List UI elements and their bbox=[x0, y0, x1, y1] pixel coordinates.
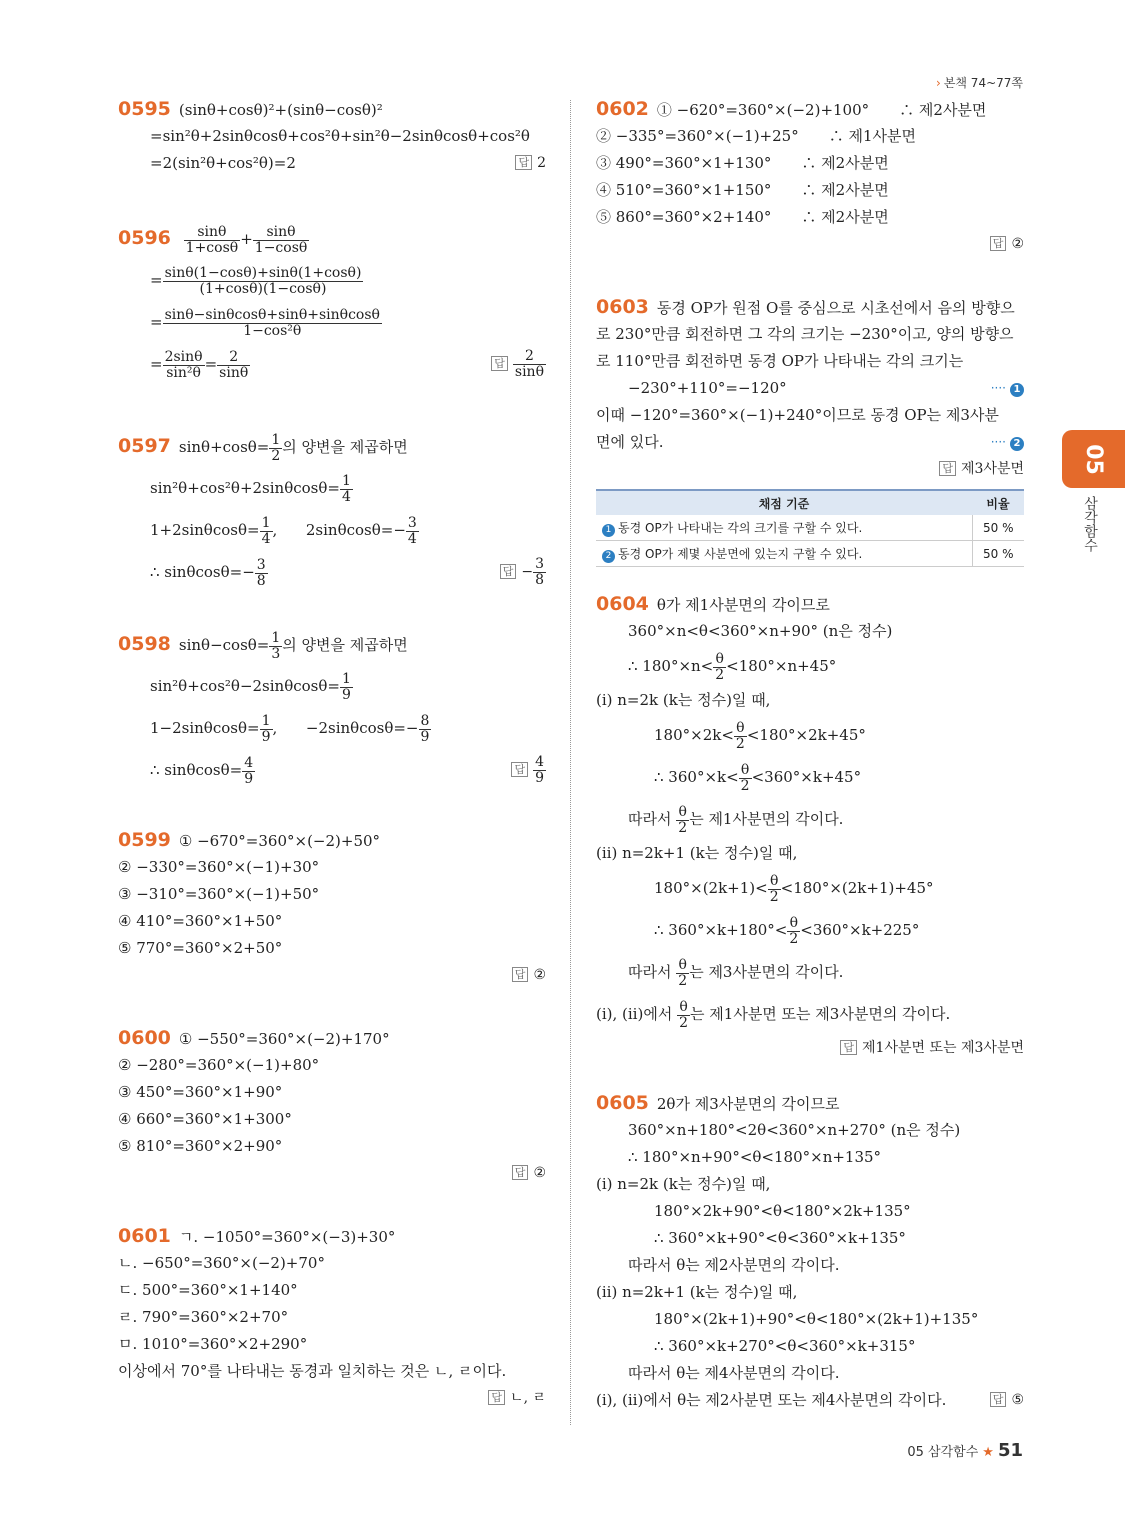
problem-0602: 0602 ① −620°=360°×(−2)+100° ∴ 제2사분면 ② −335°=360°×(−1)+25° ∴ 제1사분면 ③ 490°=360°×1+130° ∴ 제2사분면 ④ 510°=360°×1+150° ∴ 제2사분면 ⑤ 860°=360°×2+140° ∴ 제2사분면 답 ② bbox=[596, 98, 1024, 252]
problem-0601: 0601 ㄱ. −1050°=360°×(−3)+30° ㄴ. −650°=360°×(−2)+70° ㄷ. 500°=360°×1+140° ㄹ. 790°=360°×2+70° ㅁ. 1010°=360°×2+290° 이상에서 70°를 나타내는 동경과 일치하는 것은 ㄴ, ㄹ이다. 답 ㄴ, ㄹ bbox=[118, 1225, 546, 1406]
chapter-side-label: 삼각함수 bbox=[1082, 496, 1098, 552]
left-column bbox=[118, 96, 546, 1412]
right-column bbox=[596, 96, 1024, 1414]
chapter-tab: 05 bbox=[1062, 430, 1125, 488]
step-marker-1: ···· 1 bbox=[991, 375, 1024, 402]
problem-0597: 0597 sinθ+cosθ= $\frac{1}{2}$ 의 양변을 제곱하면 sin²θ+cos²θ+2sinθcosθ= $\frac{1}{4}$ 1+2sinθcosθ= $\frac{1}{4}$ , 2sinθcosθ=− $\frac{3}{4}$ ∴ sinθcosθ=− $\frac{3}{8}$ 답 − $\frac{3}{8}$ bbox=[118, 431, 544, 589]
problem-0596: 0596 $\frac{\sin\theta}{1+\cos\theta}$ + $\frac{\sin\theta}{1-\cos\theta}$ = $\frac{\sin\theta(1-\cos\theta)+\sin\theta(1+\cos\theta)}{(1+\cos\theta)(1-\cos\theta)}$ = $\frac{\sin\theta-\sin\theta\cos\theta+\sin\theta+\sin\theta\cos\theta}{\text{1−cos²θ}}$ = $\frac{2\sin\theta}{\text{sin²θ}}$ = $\frac{2}{\sin\theta}$ 답 $\frac{2}{\sin\theta}$ bbox=[118, 223, 544, 381]
problem-0595: 0595 (sinθ+cosθ)²+(sinθ−cosθ)² =sin²θ+2sinθcosθ+cos²θ+sin²θ−2sinθcosθ+cos²θ =2(sin²θ+cos²θ)=2 답 2 bbox=[118, 98, 546, 172]
column-divider bbox=[570, 100, 571, 1425]
problem-0603: 0603 동경 OP가 원점 O를 중심으로 시초선에서 음의 방향으 로 230°만큼 회전하면 그 각의 크기는 −230°이고, 양의 방향으 로 110°만큼 회전하면 동경 OP가 나타내는 각의 크기는 −230°+110°=−120° ···· 1 이때 −120°=360°×(−1)+240°이므로 동경 OP는 제3사분 면에 있다. ···· 2 답 제3사분면 채점 기준 비율 1 동경 OP가 나타내는 각의 크기를 구할 수 있다. 50 % 2 동경 OP가 제몇 사분면에 있는지 구할 수 있다. 50 % bbox=[596, 294, 1024, 567]
step-marker-2: ···· 2 bbox=[991, 429, 1024, 456]
textbook-reference: › 본책 74~77쪽 bbox=[936, 76, 1023, 90]
problem-0599: 0599 ① −670°=360°×(−2)+50° ② −330°=360°×(−1)+30° ③ −310°=360°×(−1)+50° ④ 410°=360°×1+50° ⑤ 770°=360°×2+50° 답 ② bbox=[118, 829, 546, 983]
problem-0605: 0605 2θ가 제3사분면의 각이므로 360°×n+180°<2θ<360°×n+270° (n은 정수) ∴ 180°×n+90°<θ<180°×n+135° (ⅰ) n=2k (k는 정수)일 때, 180°×2k+90°<θ<180°×2k+135° ∴ 360°×k+90°<θ<360°×k+135° 따라서 θ는 제2사분면의 각이다. (ⅱ) n=2k+1 (k는 정수)일 때, 180°×(2k+1)+90°<θ<180°×(2k+1)+135° ∴ 360°×k+270°<θ<360°×k+315° 따라서 θ는 제4사분면의 각이다. (ⅰ), (ⅱ)에서 θ는 제2사분면 또는 제4사분면의 각이다. 답 ⑤ bbox=[596, 1092, 1024, 1409]
arrow-icon: › bbox=[936, 76, 941, 90]
problem-0598: 0598 sinθ−cosθ= $\frac{1}{3}$ 의 양변을 제곱하면 sin²θ+cos²θ−2sinθcosθ= $\frac{1}{9}$ 1−2sinθcosθ= $\frac{1}{9}$ , −2sinθcosθ=− $\frac{8}{9}$ ∴ sinθcosθ= $\frac{4}{9}$ 답 $\frac{4}{9}$ bbox=[118, 629, 544, 787]
star-icon: ★ bbox=[982, 1445, 994, 1460]
page-footer: 05 삼각함수 ★ 51 bbox=[907, 1440, 1023, 1461]
problem-0604: 0604 θ가 제1사분면의 각이므로 360°×n<θ<360°×n+90° (n은 정수) ∴ 180°×n< $\frac{\theta}{2}$ <180°×n+45° (ⅰ) n=2k (k는 정수)일 때, 180°×2k< $\frac{\theta}{2}$ <180°×2k+45° ∴ 360°×k< $\frac{\theta}{2}$ <360°×k+45° 따라서 $\frac{\theta}{2}$ 는 제1사분면의 각이다. (ⅱ) n=2k+1 (k는 정수)일 때, 180°×(2k+1)< $\frac{\theta}{2}$ <180°×(2k+1)+45° ∴ 360°×k+180°< $\frac{\theta}{2}$ <360°×k+225° 따라서 $\frac{\theta}{2}$ 는 제3사분면의 각이다. (ⅰ), (ⅱ)에서 $\frac{\theta}{2}$ 는 제1사분면 또는 제3사분면의 각이다. 답 제1사분면 또는 제3사분면 bbox=[596, 593, 1024, 1056]
page-number: 51 bbox=[997, 1440, 1023, 1461]
problem-0600: 0600 ① −550°=360°×(−2)+170° ② −280°=360°×(−1)+80° ③ 450°=360°×1+90° ④ 660°=360°×1+300° ⑤ 810°=360°×2+90° 답 ② bbox=[118, 1027, 546, 1181]
grading-criteria-table: 채점 기준 비율 1 동경 OP가 나타내는 각의 크기를 구할 수 있다. 50 % 2 동경 OP가 제몇 사분면에 있는지 구할 수 있다. 50 % bbox=[596, 489, 1024, 567]
